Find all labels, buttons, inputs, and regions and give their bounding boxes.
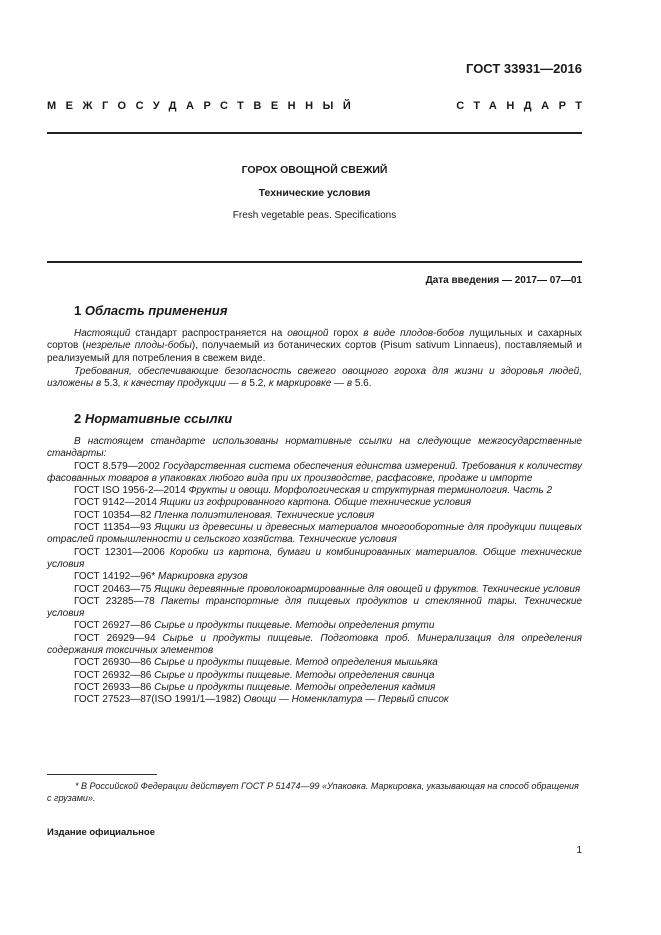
reference-title: Сырье и продукты пищевые. Методы определения свинца — [151, 669, 435, 681]
reference-item — [47, 596, 582, 621]
reference-item — [47, 510, 582, 522]
reference-code: ГОСТ 26932—86 — [74, 669, 152, 681]
section-2-intro: В настоящем стандарте использованы нормативные ссылки на следующие межгосударственные стандарты: — [47, 436, 582, 460]
reference-code: ГОСТ 14192—96* — [74, 571, 156, 583]
reference-title: Пакеты транспортные для пищевых продуктов и стеклянной тары. Технические условия — [47, 595, 582, 620]
reference-code: ГОСТ 26930—86 — [74, 657, 152, 669]
standard-type-right: СТАНДАРТ — [456, 100, 592, 112]
section-1-heading — [74, 303, 228, 318]
reference-item — [47, 522, 582, 547]
reference-code: ГОСТ 12301—2006 — [74, 546, 165, 558]
reference-code: ГОСТ 26933—86 — [74, 681, 152, 693]
document-english-title: Fresh vegetable peas. Specifications — [232, 210, 397, 221]
reference-item — [47, 485, 582, 497]
reference-code: ГОСТ 26927—86 — [74, 620, 152, 632]
reference-title: Сырье и продукты пищевые. Методы определения кадмия — [151, 681, 436, 693]
footnote: * В Российской Федерации действует ГОСТ Р 51474—99 «Упаковка. Маркировка, указывающая на способ обращения с грузами». — [47, 781, 579, 803]
reference-code: ГОСТ ISO 1956-2—2014 — [74, 485, 186, 497]
reference-item — [47, 633, 582, 658]
section-1-number: 1 — [74, 303, 82, 318]
section-2-title: Нормативные ссылки — [84, 411, 233, 426]
reference-item — [47, 461, 582, 486]
section-1-title: Область применения — [84, 303, 228, 318]
reference-title: Ящики деревянные проволокоармированные для овощей и фруктов. Технические условия — [151, 583, 581, 595]
section-2-body — [47, 436, 582, 707]
reference-code: ГОСТ 9142—2014 — [74, 497, 157, 509]
reference-code: ГОСТ 27523—87(ISO 1991/1—1982) — [74, 694, 241, 706]
reference-code: ГОСТ 20463—75 — [74, 583, 152, 595]
reference-item — [47, 620, 582, 632]
section-2-heading — [74, 411, 232, 426]
reference-item — [47, 571, 582, 583]
header-rule — [47, 132, 582, 134]
reference-item — [47, 497, 582, 509]
title-rule — [47, 261, 582, 263]
official-edition-label: Издание официальное — [47, 827, 155, 838]
reference-title: Сырье и продукты пищевые. Подготовка проб. Минерализация для определения содержания токсичных элементов — [47, 632, 583, 657]
reference-title: Ящики из древесины и древесных материалов многооборотные для продукции пищевых отраслей промышленности и сельского хозяйства. Технические условия — [47, 522, 582, 546]
gost-number: ГОСТ 33931—2016 — [466, 61, 582, 76]
section-1-paragraph-2: Требования, обеспечивающие безопасность свежего овощного гороха для жизни и здоровья людей, изложены в 5.3, к качеству продукции — в 5.2, к маркировке — в 5.6. — [47, 365, 582, 390]
reference-item — [47, 657, 582, 669]
reference-item — [47, 670, 582, 682]
document-title: ГОРОХ ОВОЩНОЙ СВЕЖИЙ — [241, 164, 388, 176]
reference-title: Фрукты и овощи. Морфологическая и структурная терминология. Часть 2 — [185, 485, 553, 497]
section-2-number: 2 — [74, 411, 82, 426]
reference-item — [47, 694, 582, 706]
reference-title: Пленка полиэтиленовая. Технические условия — [151, 509, 375, 521]
page-number: 1 — [576, 845, 582, 856]
reference-code: ГОСТ 10354—82 — [74, 509, 152, 521]
reference-code: ГОСТ 11354—93 — [74, 522, 152, 534]
reference-code: ГОСТ 26929—94 — [74, 632, 156, 644]
reference-title: Коробки из картона, бумаги и комбинированных материалов. Общие технические условия — [47, 546, 582, 570]
reference-title: Сырье и продукты пищевые. Метод определения мышьяка — [151, 657, 438, 669]
introduction-date: Дата введения — 2017— 07—01 — [425, 275, 582, 286]
standard-type-banner — [47, 100, 592, 112]
standard-type-left: МЕЖГОСУДАРСТВЕННЫЙ — [47, 100, 361, 112]
reference-code: ГОСТ 8.579—2002 — [74, 460, 160, 472]
reference-title: Ящики из гофрированного картона. Общие технические условия — [156, 497, 472, 509]
reference-item — [47, 584, 582, 596]
reference-title: Маркировка грузов — [155, 571, 248, 583]
document-subtitle: Технические условия — [258, 187, 371, 199]
reference-title: Овощи — Номенклатура — Первый список — [240, 694, 449, 706]
reference-code: ГОСТ 23285—78 — [74, 595, 155, 607]
reference-item — [47, 547, 582, 572]
reference-item — [47, 682, 582, 694]
footnote-rule — [47, 774, 157, 775]
reference-title: Государственная система обеспечения единства измерений. Требования к количеству фасованных товаров в упаковках любого вида при их производстве, расфасовке, продаже и импорте — [47, 460, 582, 484]
section-1-paragraph-1: Настоящий стандарт распространяется на овощной горох в виде плодов-бобов лущильных и сахарных сортов (незрелые плоды-бобы), получаемый из ботанических сортов (Pisum sativum Linnaeus), поставляемый и реализуемый для потребления в свежем виде. — [47, 328, 582, 364]
reference-title: Сырье и продукты пищевые. Методы определения ртути — [151, 620, 435, 632]
section-1-body — [47, 328, 582, 390]
normative-references-list — [47, 461, 582, 707]
